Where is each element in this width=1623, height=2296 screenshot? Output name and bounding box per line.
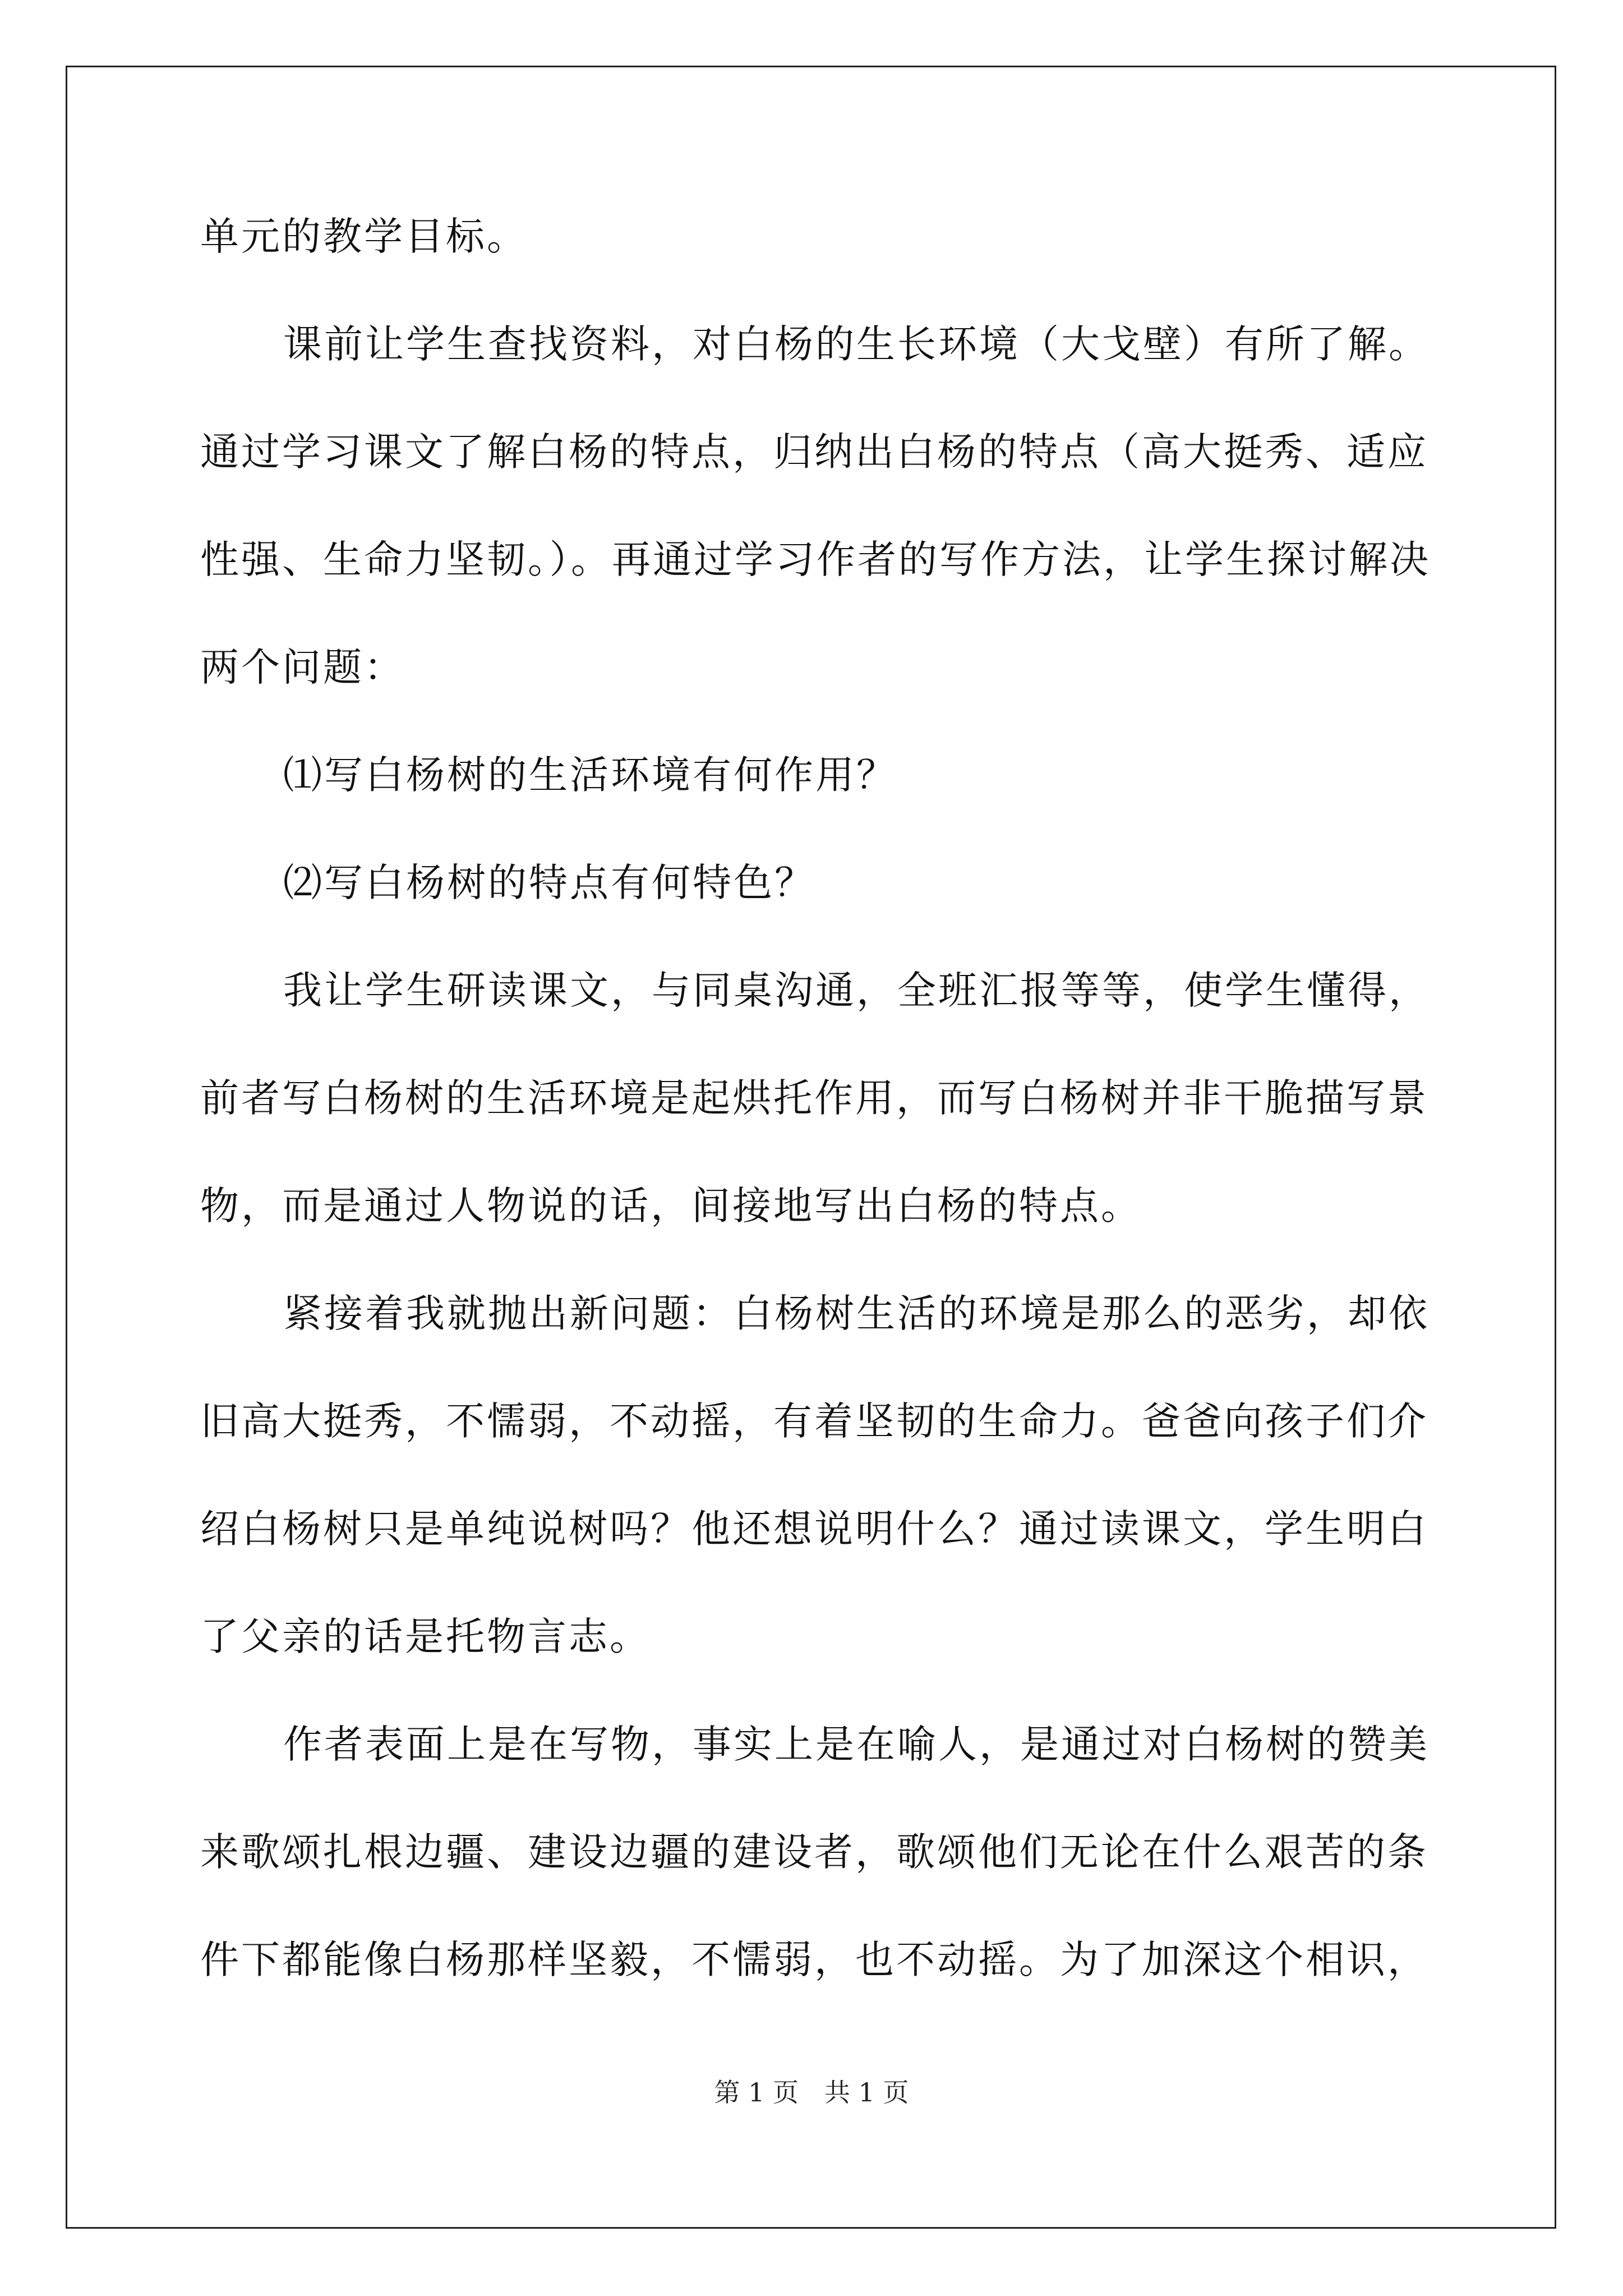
text-line: 绍白杨树只是单纯说树吗？他还想说明什么？通过读课文，学生明白	[200, 1507, 1428, 1552]
text-line: 单元的教学目标。	[200, 214, 528, 259]
paragraph-first-line: 我让学生研读课文，与同桌沟通，全班汇报等等，使学生懂得，	[283, 968, 1430, 1013]
paragraph-first-line: 课前让学生查找资料，对白杨的生长环境（大戈壁）有所了解。	[283, 322, 1430, 367]
text-line: 件下都能像白杨那样坚毅，不懦弱，也不动摇。为了加深这个相识，	[200, 1938, 1428, 1982]
text-line: 旧高大挺秀，不懦弱，不动摇，有着坚韧的生命力。爸爸向孩子们介	[200, 1399, 1428, 1444]
text-line: 两个问题：	[200, 645, 405, 690]
text-line: 前者写白杨树的生活环境是起烘托作用，而写白杨树并非干脆描写景	[200, 1076, 1428, 1121]
paragraph-first-line: 作者表面上是在写物，事实上是在喻人，是通过对白杨树的赞美	[283, 1722, 1430, 1767]
document-body	[200, 209, 1431, 1988]
paragraph-first-line: 紧接着我就抛出新问题：白杨树生活的环境是那么的恶劣，却依	[283, 1291, 1430, 1336]
text-line: 了父亲的话是托物言志。	[200, 1614, 651, 1659]
text-line: 来歌颂扎根边疆、建设边疆的建设者，歌颂他们无论在什么艰苦的条	[200, 1830, 1428, 1875]
question-item-1: ⑴写白杨树的生活环境有何作用？	[283, 753, 897, 798]
page-footer: 第 1 页 共 1 页	[714, 2077, 909, 2108]
question-item-2: ⑵写白杨树的特点有何特色？	[283, 861, 815, 905]
text-line: 物，而是通过人物说的话，间接地写出白杨的特点。	[200, 1184, 1142, 1228]
text-line: 性强、生命力坚韧。）。再通过学习作者的写作方法，让学生探讨解决	[200, 537, 1431, 582]
text-line: 通过学习课文了解白杨的特点，归纳出白杨的特点（高大挺秀、适应	[200, 430, 1428, 475]
